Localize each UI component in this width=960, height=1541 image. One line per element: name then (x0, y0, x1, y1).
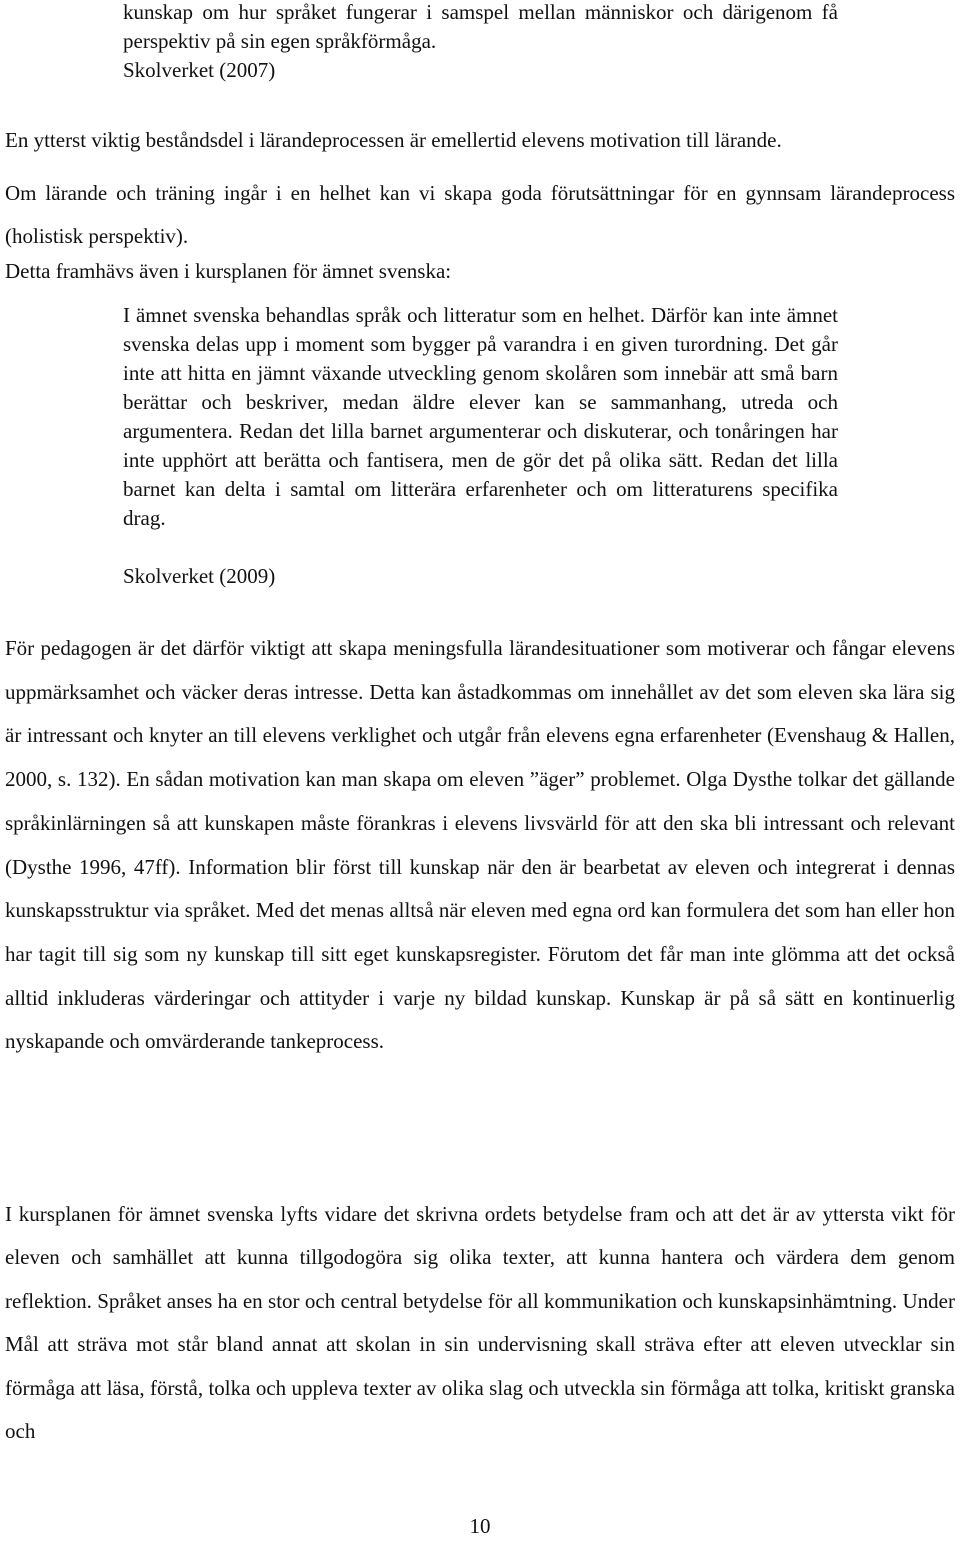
paragraph-detta: Detta framhävs även i kursplanen för ämnet svenska: (5, 259, 452, 283)
paragraph-motivation: En ytterst viktig beståndsdel i lärandeprocessen är emellertid elevens motivation till lärande. (5, 128, 782, 152)
paragraph-holistic: Om lärande och träning ingår i en helhet kan vi skapa goda förutsättningar för en gynnsam lärandeprocess (holistisk perspektiv). (5, 181, 955, 248)
paragraph-kursplan: I kursplanen för ämnet svenska lyfts vidare det skrivna ordets betydelse fram och att det är av yttersta vikt för eleven och samhället att kunna tillgodogöra sig olika texter, att kunna hantera och värdera dem genom reflektion. Språket anses ha en stor och central betydelse för all kommunikation och kunskapsinhämtning. Under Mål att sträva mot står bland annat att skolan in sin undervisning skall sträva efter att eleven utvecklar sin förmåga att läsa, förstå, tolka och uppleva texter av olika slag och utveckla sin förmåga att tolka, kritiskt granska och (5, 1202, 955, 1444)
block-quote-top: kunskap om hur språket fungerar i samspel mellan människor och därigenom få perspektiv på sin egen språkförmåga. (123, 0, 838, 53)
citation-top: Skolverket (2007) (123, 58, 276, 82)
page-number: 10 (469, 1514, 491, 1538)
paragraph-pedagog: För pedagogen är det därför viktigt att skapa meningsfulla lärandesituationer som motiverar och fångar elevens uppmärksamhet och väcker deras intresse. Detta kan åstadkommas om innehållet av det som eleven ska lära sig är intressant och knyter an till elevens verklighet och utgår från elevens egna erfarenheter (Evenshaug & Hallen, 2000, s. 132). En sådan motivation kan man skapa om eleven ”äger” problemet. Olga Dysthe tolkar det gällande språkinlärningen så att kunskapen måste förankras i elevens livsvärld för att den ska bli intressant och relevant (Dysthe 1996, 47ff). Information blir först till kunskap när den är bearbetat av eleven och integrerat i dennas kunskapsstruktur via språket. Med det menas alltså när eleven med egna ord kan formulera det som han eller hon har tagit till sig som ny kunskap till sitt eget kunskapsregister. Förutom det får man inte glömma att det också alltid inkluderas värderingar och attityder i varje ny bildad kunskap. Kunskap är på så sätt en kontinuerlig nyskapande och omvärderande tankeprocess. (5, 636, 955, 1054)
block-quote-kursplan: I ämnet svenska behandlas språk och litteratur som en helhet. Därför kan inte ämnet svenska delas upp i moment som bygger på varandra i en given turordning. Det går inte att hitta en jämnt växande utveckling genom skolåren som innebär att små barn berättar och beskriver, medan äldre elever kan se sammanhang, utreda och argumentera. Redan det lilla barnet argumenterar och diskuterar, och tonåringen har inte upphört att berätta och fantisera, men de gör det på olika sätt. Redan det lilla barnet kan delta i samtal om litterära erfarenheter och om litteraturens specifika drag. (123, 303, 838, 530)
citation-mid: Skolverket (2009) (123, 564, 276, 588)
